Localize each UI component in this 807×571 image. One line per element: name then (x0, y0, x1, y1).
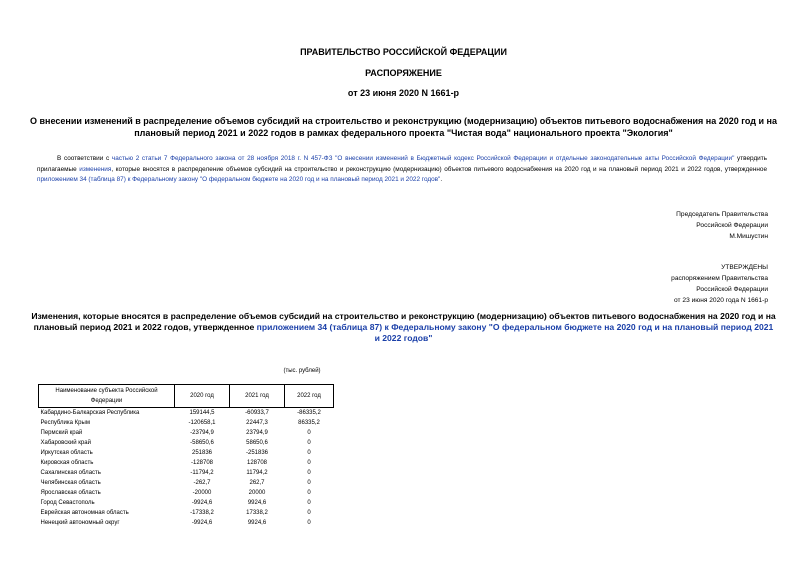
document-title: О внесении изменений в распределение объемов субсидий на строительство и реконструкцию (модернизацию) объектов питьевого водоснабжения на 2020 год и на плановый период 2021 и 2022 годов в рамках федерального проекта "Чистая вода" национального проекта "Экология" (30, 116, 777, 138)
table-body (39, 408, 334, 529)
region-cell: Сахалинская область (40, 470, 101, 476)
table-row (39, 518, 334, 528)
approval-line-4: от 23 июня 2020 года N 1661-р (674, 297, 768, 304)
header-2021: 2021 год (230, 385, 285, 408)
government-heading: ПРАВИТЕЛЬСТВО РОССИЙСКОЙ ФЕДЕРАЦИИ (300, 47, 507, 57)
signature-block (676, 209, 768, 242)
region-cell: Республика Крым (40, 420, 90, 426)
value-2020-cell: -120658,1 (188, 420, 216, 426)
value-2020-cell: 159144,5 (189, 410, 215, 416)
region-cell: Пермский край (40, 430, 83, 436)
value-2022-cell: 0 (307, 490, 311, 496)
value-2022-cell: -86335,2 (297, 410, 321, 416)
subsidy-changes-table (38, 384, 334, 528)
value-2022-cell: 0 (307, 520, 311, 526)
value-2021-cell: 128708 (246, 460, 268, 466)
unit-label: (тыс. рублей) (283, 368, 321, 374)
value-2022-cell: 0 (307, 460, 311, 466)
value-2020-cell: -128708 (190, 460, 214, 466)
budget-appendix-link[interactable]: приложением 34 (таблица 87) к Федеральному закону "О федеральном бюджете на 2020 год и на плановый период 2021 и 2022 годов" (37, 176, 441, 183)
table-row (39, 488, 334, 498)
value-2022-cell: 0 (307, 500, 311, 506)
header-2020: 2020 год (175, 385, 230, 408)
value-2021-cell: 58650,6 (246, 440, 268, 446)
header-2022: 2022 год (285, 385, 334, 408)
region-cell: Еврейская автономная область (40, 510, 129, 516)
table-row (39, 508, 334, 518)
resolution-paragraph (37, 154, 767, 186)
value-2020-cell: -23794,9 (190, 430, 214, 436)
value-2021-cell: 262,7 (249, 480, 265, 486)
changes-title-appendix-link[interactable]: приложением 34 (таблица 87) к Федеральному закону "О федеральном бюджете на 2020 год и на плановый период 2021 и 2022 годов" (256, 322, 774, 343)
table-row (39, 448, 334, 458)
value-2021-cell: 9924,6 (247, 520, 267, 526)
header-region: Наименование субъекта Российской Федерации (39, 385, 175, 408)
paragraph-text-1: В соответствии с (57, 155, 112, 162)
changes-title-text: Изменения, которые вносятся в распределение объемов субсидий на строительство и реконструкцию (модернизацию) объектов питьевого водоснабжения на 2020 год и на плановый период 2021 и 2022 годов, утвержденное (31, 311, 776, 332)
value-2022-cell: 86335,2 (298, 420, 320, 426)
value-2020-cell: -20000 (192, 490, 212, 496)
value-2021-cell: 11794,2 (246, 470, 268, 476)
value-2021-cell: 20000 (248, 490, 266, 496)
signature-name: М.Мишустин (729, 233, 768, 240)
value-2020-cell: -9924,6 (191, 500, 213, 506)
value-2021-cell: 22447,3 (246, 420, 268, 426)
value-2022-cell: 0 (307, 430, 311, 436)
value-2020-cell: -11794,2 (190, 470, 214, 476)
approval-heading: УТВЕРЖДЕНЫ (721, 264, 768, 271)
value-2020-cell: -17338,2 (190, 510, 214, 516)
approval-line-2: распоряжением Правительства (671, 275, 768, 282)
region-cell: Город Севастополь (40, 500, 95, 506)
table-row (39, 498, 334, 508)
changes-title (30, 311, 777, 344)
value-2020-cell: -262,7 (193, 480, 211, 486)
paragraph-text-2: утвердить прилагаемые (37, 155, 767, 173)
region-cell: Кировская область (40, 460, 94, 466)
paragraph-text-3: , которые вносятся в распределение объемов субсидий на строительство и реконструкцию (модернизацию) объектов питьевого водоснабжения на 2020 год и на плановый период 2021 и 2022 годов, утвержденное (111, 165, 767, 173)
document-type-heading: РАСПОРЯЖЕНИЕ (365, 68, 442, 78)
approval-block (671, 262, 768, 306)
region-cell: Иркутская область (40, 450, 93, 456)
region-cell: Кабардино-Балкарская Республика (40, 410, 140, 416)
table-row (39, 438, 334, 448)
signature-org: Российской Федерации (696, 222, 768, 229)
document-date-number: от 23 июня 2020 N 1661-р (347, 88, 460, 98)
value-2021-cell: -60933,7 (245, 410, 269, 416)
value-2020-cell: 251836 (191, 450, 213, 456)
table-row (39, 428, 334, 438)
region-cell: Хабаровский край (40, 440, 91, 446)
changes-link[interactable]: изменения (79, 165, 112, 173)
value-2022-cell: 0 (307, 510, 311, 516)
table-row (39, 418, 334, 428)
table-header-row (39, 385, 334, 408)
region-cell: Ненецкий автономный округ (40, 520, 120, 526)
value-2022-cell: 0 (307, 470, 311, 476)
value-2021-cell: 17338,2 (246, 510, 268, 516)
value-2022-cell: 0 (307, 450, 311, 456)
table-row (39, 478, 334, 488)
value-2020-cell: -58650,6 (190, 440, 214, 446)
region-cell: Ярославская область (40, 490, 101, 496)
value-2020-cell: -9924,6 (191, 520, 213, 526)
approval-line-3: Российской Федерации (696, 286, 768, 293)
value-2022-cell: 0 (307, 480, 311, 486)
value-2021-cell: 23794,9 (246, 430, 268, 436)
value-2021-cell: -251836 (245, 450, 269, 456)
region-cell: Челябинская область (40, 480, 101, 486)
table-row (39, 468, 334, 478)
value-2021-cell: 9924,6 (247, 500, 267, 506)
signature-position: Председатель Правительства (676, 211, 768, 218)
value-2022-cell: 0 (307, 440, 311, 446)
table-row (39, 458, 334, 468)
table-row (39, 408, 334, 419)
paragraph-text-4: . (440, 176, 443, 183)
federal-law-link[interactable]: частью 2 статьи 7 Федерального закона от 28 ноября 2018 г. N 457-ФЗ "О внесении изменений в Бюджетный кодекс Российской Федерации и отдельные законодательные акты Российской Федерации" (111, 155, 735, 162)
